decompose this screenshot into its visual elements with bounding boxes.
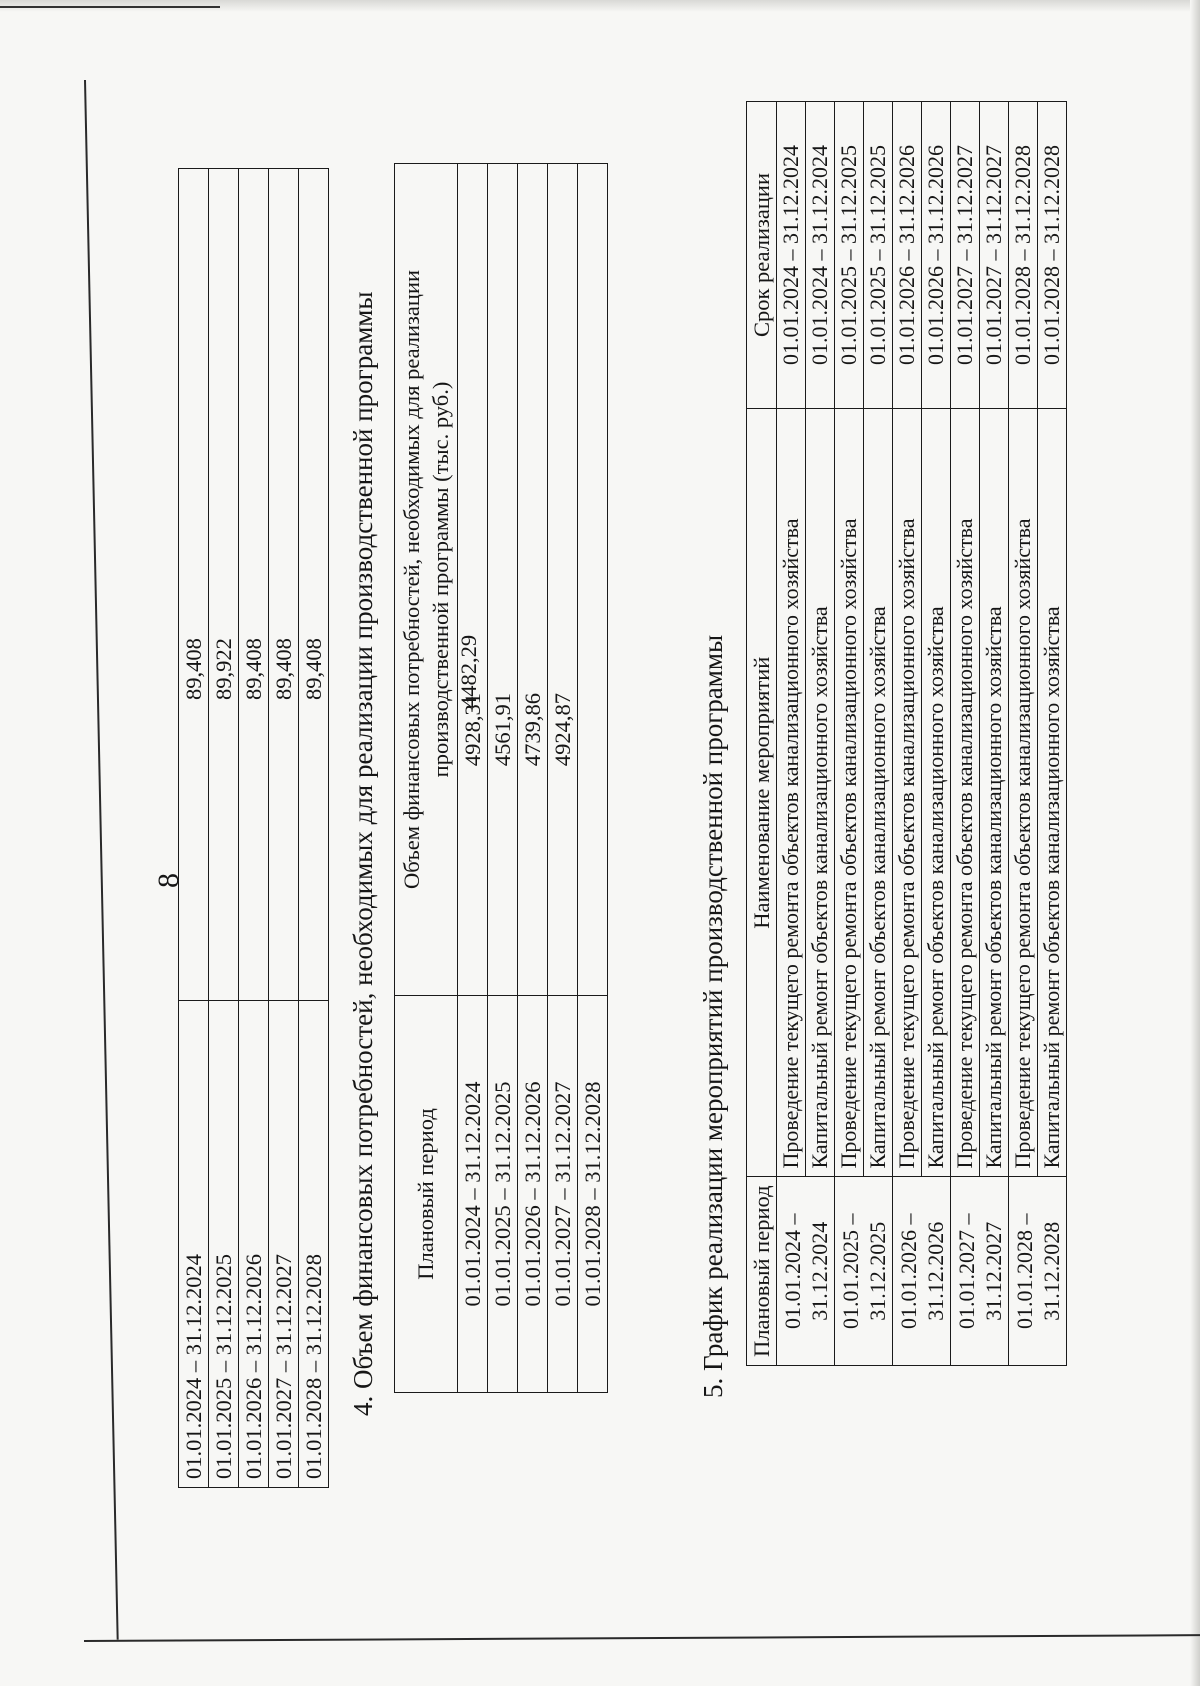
- activity-term: 01.01.2027 – 31.12.2027: [951, 102, 980, 409]
- value-cell: 89,408: [299, 169, 329, 1001]
- activity-name: Проведение текущего ремонта объектов канализационного хозяйства: [951, 409, 980, 1177]
- activity-term: 01.01.2025 – 31.12.2025: [835, 102, 864, 409]
- period-cell: 01.01.2028 – 31.12.2028: [299, 1001, 329, 1488]
- page-number: 8: [152, 873, 185, 888]
- header-period: Плановый период: [747, 1177, 777, 1366]
- value-cell: 4561,91: [488, 164, 518, 996]
- table-row: [578, 164, 608, 1393]
- value-cell: 89,408: [269, 169, 299, 1001]
- value-cell: 89,408: [179, 169, 209, 1001]
- period-cell: 01.01.2026 – 31.12.2026: [518, 996, 548, 1393]
- activity-name: Капитальный ремонт объектов канализационного хозяйства: [980, 409, 1009, 1177]
- table-header-row: [747, 102, 777, 1366]
- period-cell: 01.01.2025 – 31.12.2025: [488, 996, 518, 1393]
- scan-border-bottom: [84, 1634, 1200, 1642]
- activity-term: 01.01.2026 – 31.12.2026: [922, 102, 951, 409]
- activity-name: Проведение текущего ремонта объектов канализационного хозяйства: [1009, 409, 1038, 1177]
- period-cell: 01.01.2025 – 31.12.2025: [835, 1177, 893, 1366]
- period-cell: 01.01.2024 – 31.12.2024: [179, 1001, 209, 1488]
- activity-name: Проведение текущего ремонта объектов канализационного хозяйства: [893, 409, 922, 1177]
- table-row: [458, 164, 488, 1393]
- value-cell-first: 4482,29: [456, 634, 481, 708]
- value-cell: 89,922: [209, 169, 239, 1001]
- table-row: [951, 102, 980, 1366]
- table-row: [1038, 102, 1067, 1366]
- value-cell: 4739,86: [518, 164, 548, 996]
- value-cell: [578, 164, 608, 996]
- table-row: [1009, 102, 1038, 1366]
- period-cell: 01.01.2025 – 31.12.2025: [209, 1001, 239, 1488]
- table-row: [806, 102, 835, 1366]
- rotated-page-content: [100, 108, 1100, 1628]
- period-cell: 01.01.2028 – 31.12.2028: [578, 996, 608, 1393]
- period-cell: 01.01.2024 – 31.12.2024: [777, 1177, 835, 1366]
- activity-term: 01.01.2026 – 31.12.2026: [893, 102, 922, 409]
- table-row: [269, 169, 299, 1488]
- table-row: [777, 102, 806, 1366]
- period-cell: 01.01.2028 – 31.12.2028: [1009, 1177, 1067, 1366]
- period-cell: 01.01.2027 – 31.12.2027: [951, 1177, 1009, 1366]
- period-cell: 01.01.2026 – 31.12.2026: [893, 1177, 951, 1366]
- table-row: [209, 169, 239, 1488]
- activity-term: 01.01.2028 – 31.12.2028: [1038, 102, 1067, 409]
- activity-name: Проведение текущего ремонта объектов канализационного хозяйства: [835, 409, 864, 1177]
- value-cell: 4928,31: [458, 164, 488, 996]
- table-row: [518, 164, 548, 1393]
- section-4-title: 4. Объем финансовых потребностей, необходимых для реализации производственной программы: [348, 291, 378, 1416]
- period-cell: 01.01.2027 – 31.12.2027: [548, 996, 578, 1393]
- table-header-row: [395, 164, 458, 1393]
- activity-name: Проведение текущего ремонта объектов канализационного хозяйства: [777, 409, 806, 1177]
- period-cell: 01.01.2026 – 31.12.2026: [239, 1001, 269, 1488]
- period-cell: 01.01.2024 – 31.12.2024: [458, 996, 488, 1393]
- activity-name: Капитальный ремонт объектов канализационного хозяйства: [922, 409, 951, 1177]
- header-period: Плановый период: [395, 996, 458, 1393]
- header-term: Срок реализации: [747, 102, 777, 409]
- financial-needs-table: [394, 163, 608, 1393]
- table-row: [980, 102, 1009, 1366]
- activity-term: 01.01.2025 – 31.12.2025: [864, 102, 893, 409]
- value-cell: 4924,87: [548, 164, 578, 996]
- scan-line-top: [0, 6, 220, 8]
- table-row: [239, 169, 269, 1488]
- table-row: [299, 169, 329, 1488]
- activity-name: Капитальный ремонт объектов канализационного хозяйства: [1038, 409, 1067, 1177]
- table-row: [893, 102, 922, 1366]
- header-value: Объем финансовых потребностей, необходимых для реализации производственной программы (тыс. руб.): [395, 164, 458, 996]
- activity-term: 01.01.2027 – 31.12.2027: [980, 102, 1009, 409]
- scan-edge-right: [1190, 0, 1200, 1686]
- table-row: [864, 102, 893, 1366]
- activity-term: 01.01.2028 – 31.12.2028: [1009, 102, 1038, 409]
- value-cell: 89,408: [239, 169, 269, 1001]
- section-5-title: 5. График реализации мероприятий производственной программы: [698, 634, 728, 1398]
- activity-name: Капитальный ремонт объектов канализационного хозяйства: [864, 409, 893, 1177]
- table-row: [488, 164, 518, 1393]
- table-row: [835, 102, 864, 1366]
- period-cell: 01.01.2027 – 31.12.2027: [269, 1001, 299, 1488]
- activity-name: Капитальный ремонт объектов канализационного хозяйства: [806, 409, 835, 1177]
- table-top-continuation: [178, 168, 329, 1488]
- table-row: [548, 164, 578, 1393]
- schedule-table: [746, 101, 1067, 1366]
- table-row: [179, 169, 209, 1488]
- header-name: Наименование мероприятий: [747, 409, 777, 1177]
- activity-term: 01.01.2024 – 31.12.2024: [806, 102, 835, 409]
- activity-term: 01.01.2024 – 31.12.2024: [777, 102, 806, 409]
- table-row: [922, 102, 951, 1366]
